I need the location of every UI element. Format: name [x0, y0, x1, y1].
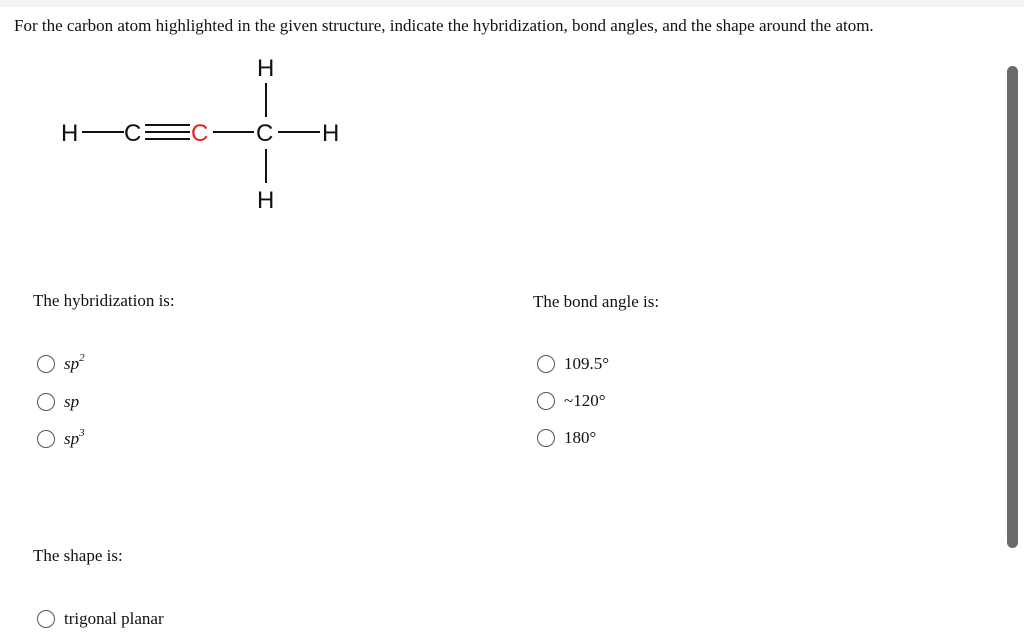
- hybridization-option-sp3[interactable]: [37, 429, 85, 449]
- scrollbar[interactable]: [1004, 60, 1024, 550]
- radio-circle[interactable]: [37, 355, 55, 373]
- bond-angle-option-120[interactable]: [537, 391, 606, 411]
- option-text: 109.5°: [564, 354, 610, 373]
- question-text: For the carbon atom highlighted in the given structure, indicate the hybridization, bond angles, and the shape around the atom.: [14, 16, 874, 35]
- atom-h-right: H: [322, 120, 340, 147]
- radio-circle[interactable]: [537, 355, 555, 373]
- option-text: $sp^3$: [64, 427, 85, 448]
- scrollbar-thumb[interactable]: [1007, 66, 1018, 548]
- radio-circle[interactable]: [37, 393, 55, 411]
- radio-circle[interactable]: [37, 430, 55, 448]
- bond-angle-option-180[interactable]: [537, 428, 596, 448]
- atom-h-left: H: [61, 120, 79, 147]
- hybridization-option-sp[interactable]: [37, 392, 79, 412]
- atom-h-top: H: [257, 55, 275, 82]
- option-text: $sp^2$: [64, 352, 85, 373]
- radio-circle[interactable]: [537, 392, 555, 410]
- option-text: ~120°: [564, 391, 606, 410]
- hybridization-option-sp2[interactable]: [37, 354, 85, 374]
- radio-circle[interactable]: [537, 429, 555, 447]
- shape-label: The shape is:: [33, 546, 123, 565]
- atom-c3: C: [256, 120, 274, 147]
- bond-angle-label: The bond angle is:: [533, 292, 660, 311]
- option-text: trigonal planar: [64, 609, 164, 628]
- atom-c1: C: [124, 120, 142, 147]
- atom-h-bottom: H: [257, 187, 275, 214]
- radio-circle[interactable]: [37, 610, 55, 628]
- hybridization-label: The hybridization is:: [33, 291, 175, 310]
- bond-angle-option-109-5[interactable]: [537, 354, 609, 374]
- option-text: sp: [64, 392, 80, 411]
- molecule-structure: [0, 0, 400, 240]
- option-text: 180°: [564, 428, 597, 447]
- shape-option-trigonal-planar[interactable]: [37, 609, 164, 629]
- atom-c2-highlighted: C: [191, 120, 209, 147]
